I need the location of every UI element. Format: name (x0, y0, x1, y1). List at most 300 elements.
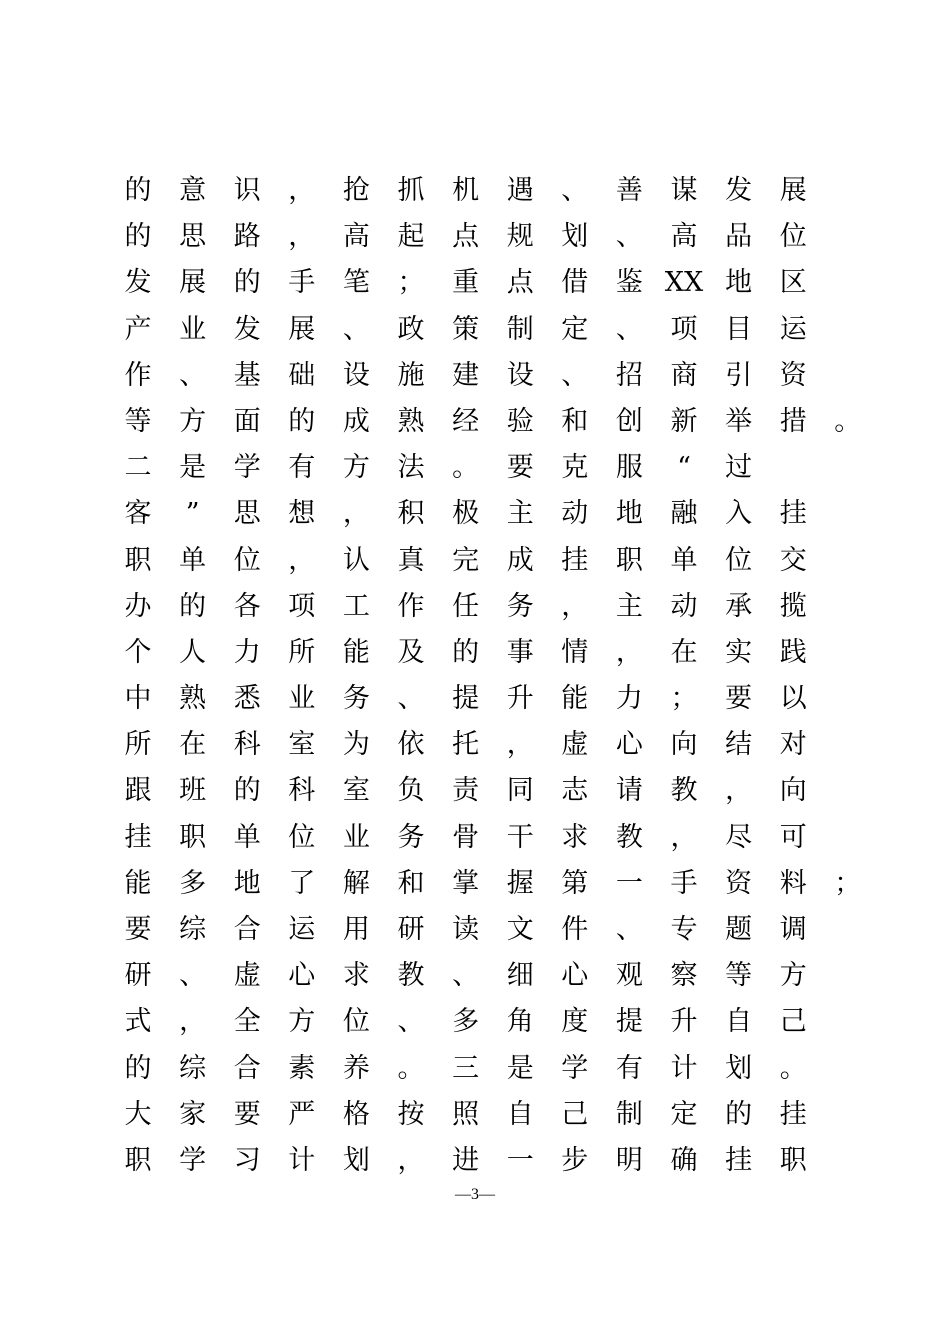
text-glyph: 心 (561, 960, 589, 992)
text-line (124, 1046, 844, 1092)
text-glyph: 起 (397, 221, 425, 253)
text-glyph: 过 (725, 452, 753, 484)
text-glyph: 职 (179, 821, 207, 853)
text-glyph: 全 (233, 1006, 261, 1038)
text-line (124, 630, 844, 676)
text-glyph: 虚 (561, 729, 589, 761)
text-glyph: 。 (397, 1052, 425, 1084)
text-glyph: ” (185, 498, 200, 530)
text-glyph: 展 (288, 313, 316, 345)
text-glyph: 手 (670, 867, 698, 899)
text-glyph: 机 (452, 175, 480, 206)
text-glyph: 创 (615, 405, 643, 437)
text-glyph: 个 (124, 636, 152, 668)
text-glyph: 识 (233, 175, 261, 206)
text-line (124, 1092, 844, 1138)
text-glyph: ， (561, 590, 589, 622)
text-glyph: 政 (397, 313, 425, 345)
text-glyph: 定 (561, 313, 589, 345)
text-glyph: ， (615, 636, 643, 668)
text-glyph: ， (288, 221, 316, 253)
text-glyph: 第 (561, 867, 589, 899)
text-glyph: 等 (725, 960, 753, 992)
text-glyph: 有 (288, 452, 316, 484)
text-glyph: 设 (342, 359, 370, 391)
text-glyph: 建 (452, 359, 480, 391)
text-glyph: 、 (615, 221, 643, 253)
text-glyph: 资 (779, 359, 807, 391)
text-glyph: 展 (179, 267, 207, 299)
text-line (124, 815, 844, 861)
text-glyph: 、 (179, 960, 207, 992)
text-glyph: 研 (124, 960, 152, 992)
text-glyph: 题 (725, 914, 753, 945)
text-glyph: 挂 (725, 1144, 753, 1176)
text-glyph: 的 (725, 1098, 753, 1130)
text-glyph: 动 (561, 498, 589, 530)
text-glyph: 融 (670, 498, 698, 530)
text-line (124, 907, 844, 953)
text-line (124, 1138, 844, 1184)
text-glyph: 负 (397, 775, 425, 807)
text-glyph: ， (342, 498, 370, 530)
text-glyph: 抓 (397, 175, 425, 206)
text-glyph: 思 (233, 498, 261, 530)
text-line (124, 768, 844, 814)
text-glyph: 以 (779, 683, 807, 715)
text-glyph: 有 (615, 1052, 643, 1084)
text-glyph: 、 (179, 359, 207, 391)
text-glyph: 格 (342, 1098, 370, 1130)
text-glyph: 。 (834, 405, 862, 437)
text-glyph: 抢 (342, 175, 370, 206)
text-glyph: 合 (233, 1052, 261, 1084)
text-glyph: 方 (179, 405, 207, 437)
text-glyph: 自 (506, 1098, 534, 1130)
text-glyph: 干 (506, 821, 534, 853)
text-glyph: 同 (506, 775, 534, 807)
text-glyph: 方 (779, 960, 807, 992)
text-glyph: 资 (725, 867, 753, 899)
text-glyph: 计 (670, 1052, 698, 1084)
text-glyph: 事 (506, 636, 534, 668)
text-line (124, 722, 844, 768)
text-glyph: 综 (179, 1052, 207, 1084)
text-glyph: 制 (615, 1098, 643, 1130)
text-glyph: 克 (561, 452, 589, 484)
text-glyph: 区 (779, 267, 807, 299)
text-glyph: 力 (233, 636, 261, 668)
text-glyph: 规 (506, 221, 534, 253)
text-glyph: 方 (342, 452, 370, 484)
text-glyph: 展 (779, 175, 807, 206)
text-glyph: 科 (233, 729, 261, 761)
text-glyph: 班 (179, 775, 207, 807)
text-glyph: 职 (615, 544, 643, 576)
text-glyph: 、 (452, 960, 480, 992)
text-glyph: 商 (670, 359, 698, 391)
text-glyph: 人 (179, 636, 207, 668)
text-glyph: 细 (506, 960, 534, 992)
text-glyph: 引 (725, 359, 753, 391)
text-glyph: 和 (561, 405, 589, 437)
text-glyph: 请 (615, 775, 643, 807)
text-line (124, 353, 844, 399)
text-glyph: 己 (779, 1006, 807, 1038)
text-glyph: 家 (179, 1098, 207, 1130)
text-glyph: 职 (124, 1144, 152, 1176)
text-glyph: 、 (397, 1006, 425, 1038)
text-glyph: 成 (506, 544, 534, 576)
text-glyph: 职 (124, 544, 152, 576)
text-glyph: 举 (725, 405, 753, 437)
text-glyph: 基 (233, 359, 261, 391)
text-glyph: 计 (288, 1144, 316, 1176)
text-glyph: 揽 (779, 590, 807, 622)
text-glyph: 自 (725, 1006, 753, 1038)
text-line (124, 861, 862, 907)
text-glyph: 位 (342, 1006, 370, 1038)
text-glyph: 习 (233, 1144, 261, 1176)
text-glyph: 学 (233, 452, 261, 484)
text-glyph: 察 (670, 960, 698, 992)
text-glyph: 中 (124, 683, 152, 715)
text-glyph: “ (677, 452, 691, 484)
text-glyph: 面 (233, 405, 261, 437)
text-glyph: 的 (233, 775, 261, 807)
text-glyph: 能 (561, 683, 589, 715)
text-glyph: 措 (779, 405, 807, 437)
text-glyph: 度 (561, 1006, 589, 1038)
text-glyph: ； (834, 867, 862, 899)
text-glyph: 、 (615, 914, 643, 945)
text-glyph: 、 (561, 359, 589, 391)
text-glyph: 务 (397, 821, 425, 853)
text-glyph: 情 (561, 636, 589, 668)
body-text (124, 168, 862, 1184)
text-glyph: 能 (124, 867, 152, 899)
text-glyph: 可 (779, 821, 807, 853)
text-glyph: 位 (233, 544, 261, 576)
text-glyph: 用 (342, 914, 370, 945)
text-glyph: 结 (725, 729, 753, 761)
text-line (124, 491, 844, 537)
text-line (124, 676, 844, 722)
text-glyph: 观 (615, 960, 643, 992)
text-glyph: 式 (124, 1006, 152, 1038)
text-line (124, 399, 862, 445)
text-glyph: 承 (725, 590, 753, 622)
text-glyph: 实 (725, 636, 753, 668)
text-glyph: 设 (506, 359, 534, 391)
text-glyph: 积 (397, 498, 425, 530)
text-glyph: 了 (288, 867, 316, 899)
text-glyph: 托 (452, 729, 480, 761)
text-glyph: 能 (342, 636, 370, 668)
text-glyph: 虚 (233, 960, 261, 992)
text-glyph: 完 (452, 544, 480, 576)
text-glyph: 点 (506, 267, 534, 299)
text-glyph: 要 (725, 683, 753, 715)
text-glyph: 按 (397, 1098, 425, 1130)
text-glyph: 遇 (506, 175, 534, 206)
text-glyph: 要 (124, 914, 152, 945)
text-glyph: 跟 (124, 775, 152, 807)
text-line (124, 584, 844, 630)
text-glyph: 划 (725, 1052, 753, 1084)
text-glyph: 、 (561, 175, 589, 206)
text-glyph: 对 (779, 729, 807, 761)
text-glyph: ， (288, 544, 316, 576)
text-glyph: 地 (233, 867, 261, 899)
text-glyph: 任 (452, 590, 480, 622)
text-line (124, 999, 844, 1045)
text-glyph: 手 (288, 267, 316, 299)
text-glyph: 合 (233, 914, 261, 945)
text-glyph: 综 (179, 914, 207, 945)
text-glyph: 依 (397, 729, 425, 761)
text-glyph: 骨 (452, 821, 480, 853)
text-glyph: 教 (397, 960, 425, 992)
text-line (124, 168, 844, 214)
text-glyph: 借 (561, 267, 589, 299)
text-glyph: 客 (124, 498, 152, 530)
text-glyph: ， (288, 175, 316, 206)
text-glyph: 心 (288, 960, 316, 992)
text-glyph: 单 (233, 821, 261, 853)
text-glyph: 角 (506, 1006, 534, 1038)
text-glyph: 室 (288, 729, 316, 761)
text-glyph: 二 (124, 452, 152, 484)
page-number: —3— (455, 1186, 495, 1203)
text-glyph: 学 (561, 1052, 589, 1084)
text-glyph: 位 (779, 221, 807, 253)
text-glyph: 法 (397, 452, 425, 484)
text-glyph: 心 (615, 729, 643, 761)
text-glyph: 的 (288, 405, 316, 437)
text-glyph: 入 (725, 498, 753, 530)
text-glyph: ； (397, 267, 425, 299)
text-glyph: 的 (124, 1052, 152, 1084)
text-glyph: 进 (452, 1144, 480, 1176)
text-glyph: 发 (124, 267, 152, 299)
text-glyph: 熟 (179, 683, 207, 715)
text-glyph: 主 (506, 498, 534, 530)
text-glyph: 多 (179, 867, 207, 899)
text-glyph: 础 (288, 359, 316, 391)
text-glyph: 提 (452, 683, 480, 715)
text-glyph: 划 (342, 1144, 370, 1176)
text-glyph: 尽 (725, 821, 753, 853)
text-glyph: 是 (506, 1052, 534, 1084)
text-glyph: 熟 (397, 405, 425, 437)
text-glyph: 挂 (779, 498, 807, 530)
text-glyph: 掌 (452, 867, 480, 899)
text-glyph: 验 (506, 405, 534, 437)
text-glyph: 策 (452, 313, 480, 345)
text-glyph: 位 (725, 544, 753, 576)
text-glyph: 。 (779, 1052, 807, 1084)
text-glyph: 。 (452, 452, 480, 484)
text-glyph: 真 (397, 544, 425, 576)
text-glyph: 研 (397, 914, 425, 945)
text-glyph: 高 (342, 221, 370, 253)
text-glyph: 施 (397, 359, 425, 391)
text-glyph: 主 (615, 590, 643, 622)
text-glyph: 文 (506, 914, 534, 945)
text-glyph: 作 (124, 359, 152, 391)
text-glyph: 为 (342, 729, 370, 761)
text-glyph: 学 (179, 1144, 207, 1176)
text-glyph: 职 (779, 1144, 807, 1176)
text-glyph: 服 (615, 452, 643, 484)
text-glyph: 单 (670, 544, 698, 576)
text-glyph: ， (670, 821, 698, 853)
text-line (124, 260, 844, 306)
text-glyph: 地 (725, 267, 753, 299)
text-glyph: 科 (288, 775, 316, 807)
text-line (124, 214, 844, 260)
text-glyph: 件 (561, 914, 589, 945)
text-glyph: 想 (288, 498, 316, 530)
text-glyph: 发 (725, 175, 753, 206)
text-glyph: 务 (342, 683, 370, 715)
text-glyph: 照 (452, 1098, 480, 1130)
text-glyph: 认 (342, 544, 370, 576)
text-glyph: 招 (615, 359, 643, 391)
text-line (124, 445, 844, 491)
text-glyph: 交 (779, 544, 807, 576)
text-glyph: 三 (452, 1052, 480, 1084)
text-glyph: 地 (615, 498, 643, 530)
text-line (124, 538, 844, 584)
text-glyph: 谋 (670, 175, 698, 206)
text-glyph: 调 (779, 914, 807, 945)
text-glyph: 的 (233, 267, 261, 299)
text-glyph: 路 (233, 221, 261, 253)
text-glyph: 的 (452, 636, 480, 668)
text-glyph: 思 (179, 221, 207, 253)
text-glyph: 升 (506, 683, 534, 715)
text-glyph: 的 (179, 590, 207, 622)
text-glyph: 在 (670, 636, 698, 668)
text-glyph: 的 (124, 221, 152, 253)
text-glyph: 多 (452, 1006, 480, 1038)
text-glyph: 一 (506, 1144, 534, 1176)
text-glyph: 是 (179, 452, 207, 484)
text-glyph: 挂 (779, 1098, 807, 1130)
text-glyph: 室 (342, 775, 370, 807)
text-glyph: 定 (670, 1098, 698, 1130)
text-glyph: 挂 (124, 821, 152, 853)
text-glyph: 读 (452, 914, 480, 945)
text-glyph: 制 (506, 313, 534, 345)
text-glyph: 养 (342, 1052, 370, 1084)
text-glyph: 目 (725, 313, 753, 345)
text-glyph: 作 (397, 590, 425, 622)
text-glyph: 悉 (233, 683, 261, 715)
text-glyph: 求 (561, 821, 589, 853)
text-glyph: 业 (179, 313, 207, 345)
text-glyph: 单 (179, 544, 207, 576)
text-glyph: ， (506, 729, 534, 761)
text-glyph: 办 (124, 590, 152, 622)
text-glyph: 明 (615, 1144, 643, 1176)
text-glyph: 业 (342, 821, 370, 853)
text-glyph: 务 (506, 590, 534, 622)
text-glyph: 素 (288, 1052, 316, 1084)
text-glyph: 善 (615, 175, 643, 206)
text-glyph: 志 (561, 775, 589, 807)
text-glyph: 新 (670, 405, 698, 437)
text-glyph: 、 (342, 313, 370, 345)
text-glyph: 升 (670, 1006, 698, 1038)
text-glyph: 严 (288, 1098, 316, 1130)
text-glyph: 动 (670, 590, 698, 622)
text-glyph: ， (397, 1144, 425, 1176)
text-glyph: 、 (615, 313, 643, 345)
text-glyph: ， (725, 775, 753, 807)
text-glyph: 成 (342, 405, 370, 437)
text-line (124, 307, 844, 353)
text-glyph: 确 (670, 1144, 698, 1176)
text-glyph: 践 (779, 636, 807, 668)
text-glyph: 极 (452, 498, 480, 530)
text-glyph: 的 (124, 175, 152, 206)
text-glyph: 一 (615, 867, 643, 899)
text-glyph: 教 (670, 775, 698, 807)
text-glyph: 意 (179, 175, 207, 206)
text-glyph: 项 (288, 590, 316, 622)
text-glyph: 大 (124, 1098, 152, 1130)
text-glyph: 工 (342, 590, 370, 622)
text-glyph: 己 (561, 1098, 589, 1130)
text-glyph: 教 (615, 821, 643, 853)
text-glyph: 方 (288, 1006, 316, 1038)
text-glyph: 鉴 (615, 267, 643, 299)
text-glyph: 及 (397, 636, 425, 668)
text-glyph: 求 (342, 960, 370, 992)
text-glyph: 要 (233, 1098, 261, 1130)
text-glyph: 笔 (342, 267, 370, 299)
text-glyph: 经 (452, 405, 480, 437)
text-glyph: 握 (506, 867, 534, 899)
text-glyph: 发 (233, 313, 261, 345)
text-glyph: 料 (779, 867, 807, 899)
text-glyph: 责 (452, 775, 480, 807)
text-glyph: 运 (288, 914, 316, 945)
text-glyph: 点 (452, 221, 480, 253)
text-glyph: 产 (124, 313, 152, 345)
text-glyph: 所 (124, 729, 152, 761)
text-glyph: 等 (124, 405, 152, 437)
text-glyph: 挂 (561, 544, 589, 576)
text-glyph: 向 (779, 775, 807, 807)
text-glyph: 运 (779, 313, 807, 345)
text-glyph: 高 (670, 221, 698, 253)
text-glyph: 向 (670, 729, 698, 761)
text-glyph: XX (664, 267, 704, 299)
text-glyph: 要 (506, 452, 534, 484)
text-glyph: 划 (561, 221, 589, 253)
text-glyph: 在 (179, 729, 207, 761)
text-glyph: 位 (288, 821, 316, 853)
text-glyph: 所 (288, 636, 316, 668)
text-glyph: 力 (615, 683, 643, 715)
text-glyph: ； (670, 683, 698, 715)
text-glyph: 业 (288, 683, 316, 715)
text-glyph: 专 (670, 914, 698, 945)
